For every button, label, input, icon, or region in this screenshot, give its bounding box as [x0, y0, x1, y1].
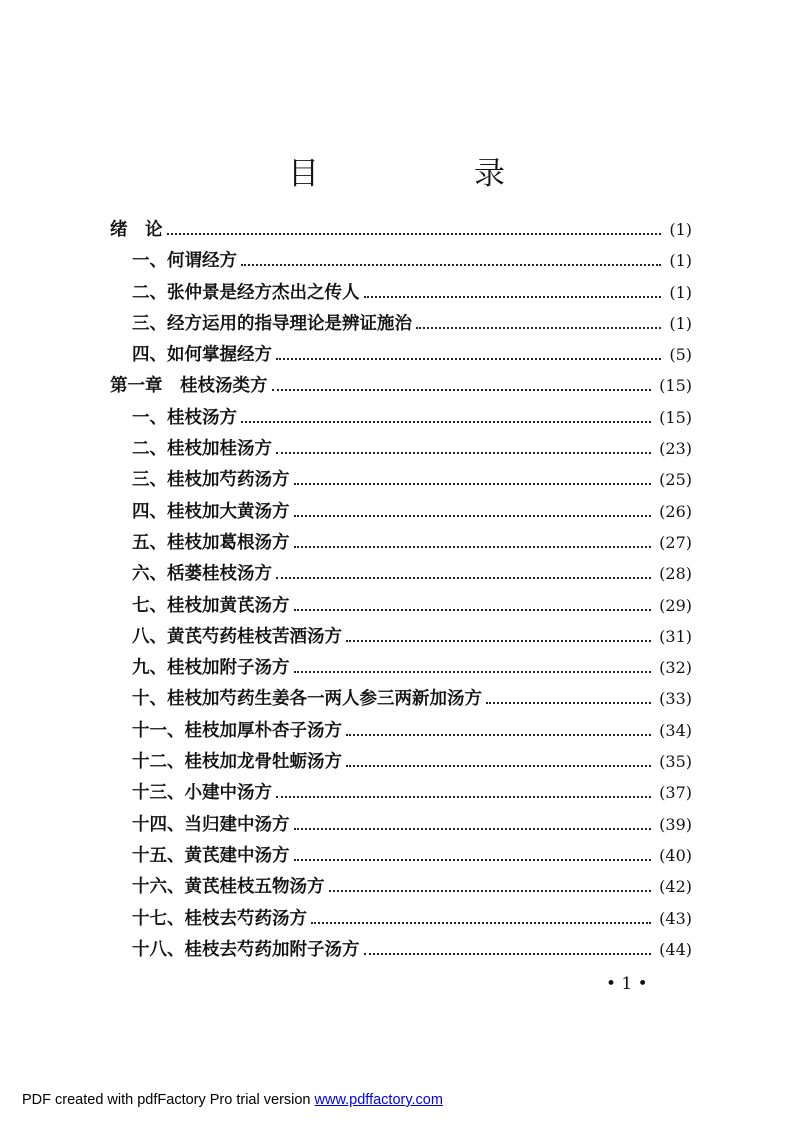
- toc-entry[interactable]: [110, 811, 692, 842]
- toc-entry-label: 三、经方运用的指导理论是辨证施治: [132, 313, 412, 334]
- dot-leader: [294, 828, 652, 830]
- toc-entry-page: (39): [659, 814, 692, 834]
- toc-entry-label: 二、张仲景是经方杰出之传人: [132, 282, 360, 303]
- toc-entry[interactable]: [110, 341, 692, 372]
- toc-entry-page: (40): [659, 845, 692, 865]
- footer-link[interactable]: www.pdffactory.com: [314, 1092, 443, 1108]
- toc-entry-label: 八、黄芪芍药桂枝苦酒汤方: [132, 626, 342, 647]
- dot-leader: [276, 577, 651, 579]
- toc-entry-page: (31): [659, 626, 692, 646]
- toc-entry-label: 十七、桂枝去芍药汤方: [132, 908, 307, 929]
- toc-entry-label: 十三、小建中汤方: [132, 783, 272, 804]
- toc-entry-label: 十四、当归建中汤方: [132, 814, 290, 835]
- toc-entry-label: 七、桂枝加黄芪汤方: [132, 595, 290, 616]
- toc-entry-page: (43): [659, 908, 692, 928]
- toc-entry[interactable]: [110, 529, 692, 560]
- toc-entry-page: (33): [659, 689, 692, 709]
- toc-entry-page: (25): [659, 470, 692, 490]
- toc-entry-page: (1): [669, 282, 692, 302]
- toc-entry-page: (35): [659, 752, 692, 772]
- dot-leader: [346, 734, 651, 736]
- dot-leader: [241, 421, 651, 423]
- toc-entry-label: 四、如何掌握经方: [132, 345, 272, 366]
- toc-entry[interactable]: [110, 404, 692, 435]
- toc-entry-page: (23): [659, 439, 692, 459]
- toc-entry-page: (1): [669, 313, 692, 333]
- table-of-contents: [110, 216, 692, 967]
- toc-entry-page: (44): [659, 939, 692, 959]
- toc-entry-page: (15): [659, 376, 692, 396]
- dot-leader: [276, 796, 651, 798]
- toc-entry-label: 十一、桂枝加厚朴杏子汤方: [132, 720, 342, 741]
- toc-entry-label: 一、桂枝汤方: [132, 407, 237, 428]
- dot-leader: [167, 233, 662, 235]
- toc-entry[interactable]: [110, 842, 692, 873]
- dot-leader: [346, 640, 651, 642]
- toc-entry-page: (42): [659, 877, 692, 897]
- toc-entry-label: 四、桂枝加大黄汤方: [132, 501, 290, 522]
- dot-leader: [276, 358, 661, 360]
- dot-leader: [276, 452, 651, 454]
- footer-text: PDF created with pdfFactory Pro trial version: [22, 1092, 315, 1108]
- dot-leader: [294, 609, 652, 611]
- toc-entry-page: (26): [659, 501, 692, 521]
- toc-entry[interactable]: [110, 372, 692, 403]
- dot-leader: [329, 890, 652, 892]
- toc-entry[interactable]: [110, 560, 692, 591]
- toc-entry[interactable]: [110, 279, 692, 310]
- toc-entry-label: 十二、桂枝加龙骨牡蛎汤方: [132, 752, 342, 773]
- dot-leader: [364, 953, 652, 955]
- pdf-footer: [22, 1092, 443, 1108]
- dot-leader: [272, 389, 652, 391]
- dot-leader: [486, 702, 651, 704]
- dot-leader: [241, 264, 661, 266]
- toc-entry[interactable]: [110, 592, 692, 623]
- toc-entry[interactable]: [110, 216, 692, 247]
- toc-entry-page: (27): [659, 532, 692, 552]
- page-number: • 1 •: [606, 974, 648, 994]
- toc-entry-page: (5): [669, 345, 692, 365]
- dot-leader: [294, 546, 652, 548]
- toc-entry-page: (1): [669, 220, 692, 239]
- toc-entry-label: 十、桂枝加芍药生姜各一两人参三两新加汤方: [132, 689, 482, 710]
- dot-leader: [364, 296, 662, 298]
- dot-leader: [311, 922, 651, 924]
- toc-entry-page: (28): [659, 564, 692, 584]
- toc-entry[interactable]: [110, 623, 692, 654]
- toc-entry[interactable]: [110, 873, 692, 904]
- toc-entry-label: 六、栝蒌桂枝汤方: [132, 564, 272, 585]
- toc-entry-page: (15): [659, 407, 692, 427]
- toc-entry-label: 十八、桂枝去芍药加附子汤方: [132, 939, 360, 960]
- dot-leader: [416, 327, 661, 329]
- toc-entry-label: 十六、黄芪桂枝五物汤方: [132, 877, 325, 898]
- dot-leader: [346, 765, 651, 767]
- toc-entry[interactable]: [110, 310, 692, 341]
- toc-entry-label: 一、何谓经方: [132, 251, 237, 272]
- toc-entry-label: 五、桂枝加葛根汤方: [132, 532, 290, 553]
- toc-entry[interactable]: [110, 717, 692, 748]
- toc-entry[interactable]: [110, 435, 692, 466]
- toc-entry[interactable]: [110, 466, 692, 497]
- dot-leader: [294, 671, 652, 673]
- toc-entry-label: 三、桂枝加芍药汤方: [132, 470, 290, 491]
- toc-entry-page: (29): [659, 595, 692, 615]
- toc-entry-page: (32): [659, 658, 692, 678]
- toc-entry-label: 绪 论: [110, 220, 163, 240]
- toc-entry-label: 二、桂枝加桂汤方: [132, 439, 272, 460]
- toc-entry-page: (34): [659, 720, 692, 740]
- toc-entry[interactable]: [110, 748, 692, 779]
- dot-leader: [294, 483, 652, 485]
- toc-entry[interactable]: [110, 654, 692, 685]
- toc-entry[interactable]: [110, 905, 692, 936]
- toc-entry[interactable]: [110, 498, 692, 529]
- page-title: 目 录: [288, 156, 567, 192]
- toc-entry[interactable]: [110, 685, 692, 716]
- toc-entry-label: 九、桂枝加附子汤方: [132, 658, 290, 679]
- toc-entry[interactable]: [110, 936, 692, 967]
- dot-leader: [294, 515, 652, 517]
- dot-leader: [294, 859, 652, 861]
- toc-entry-page: (1): [669, 251, 692, 271]
- toc-entry[interactable]: [110, 779, 692, 810]
- toc-entry-page: (37): [659, 783, 692, 803]
- toc-entry-label: 十五、黄芪建中汤方: [132, 845, 290, 866]
- toc-entry[interactable]: [110, 247, 692, 278]
- toc-entry-label: 第一章 桂枝汤类方: [110, 376, 268, 397]
